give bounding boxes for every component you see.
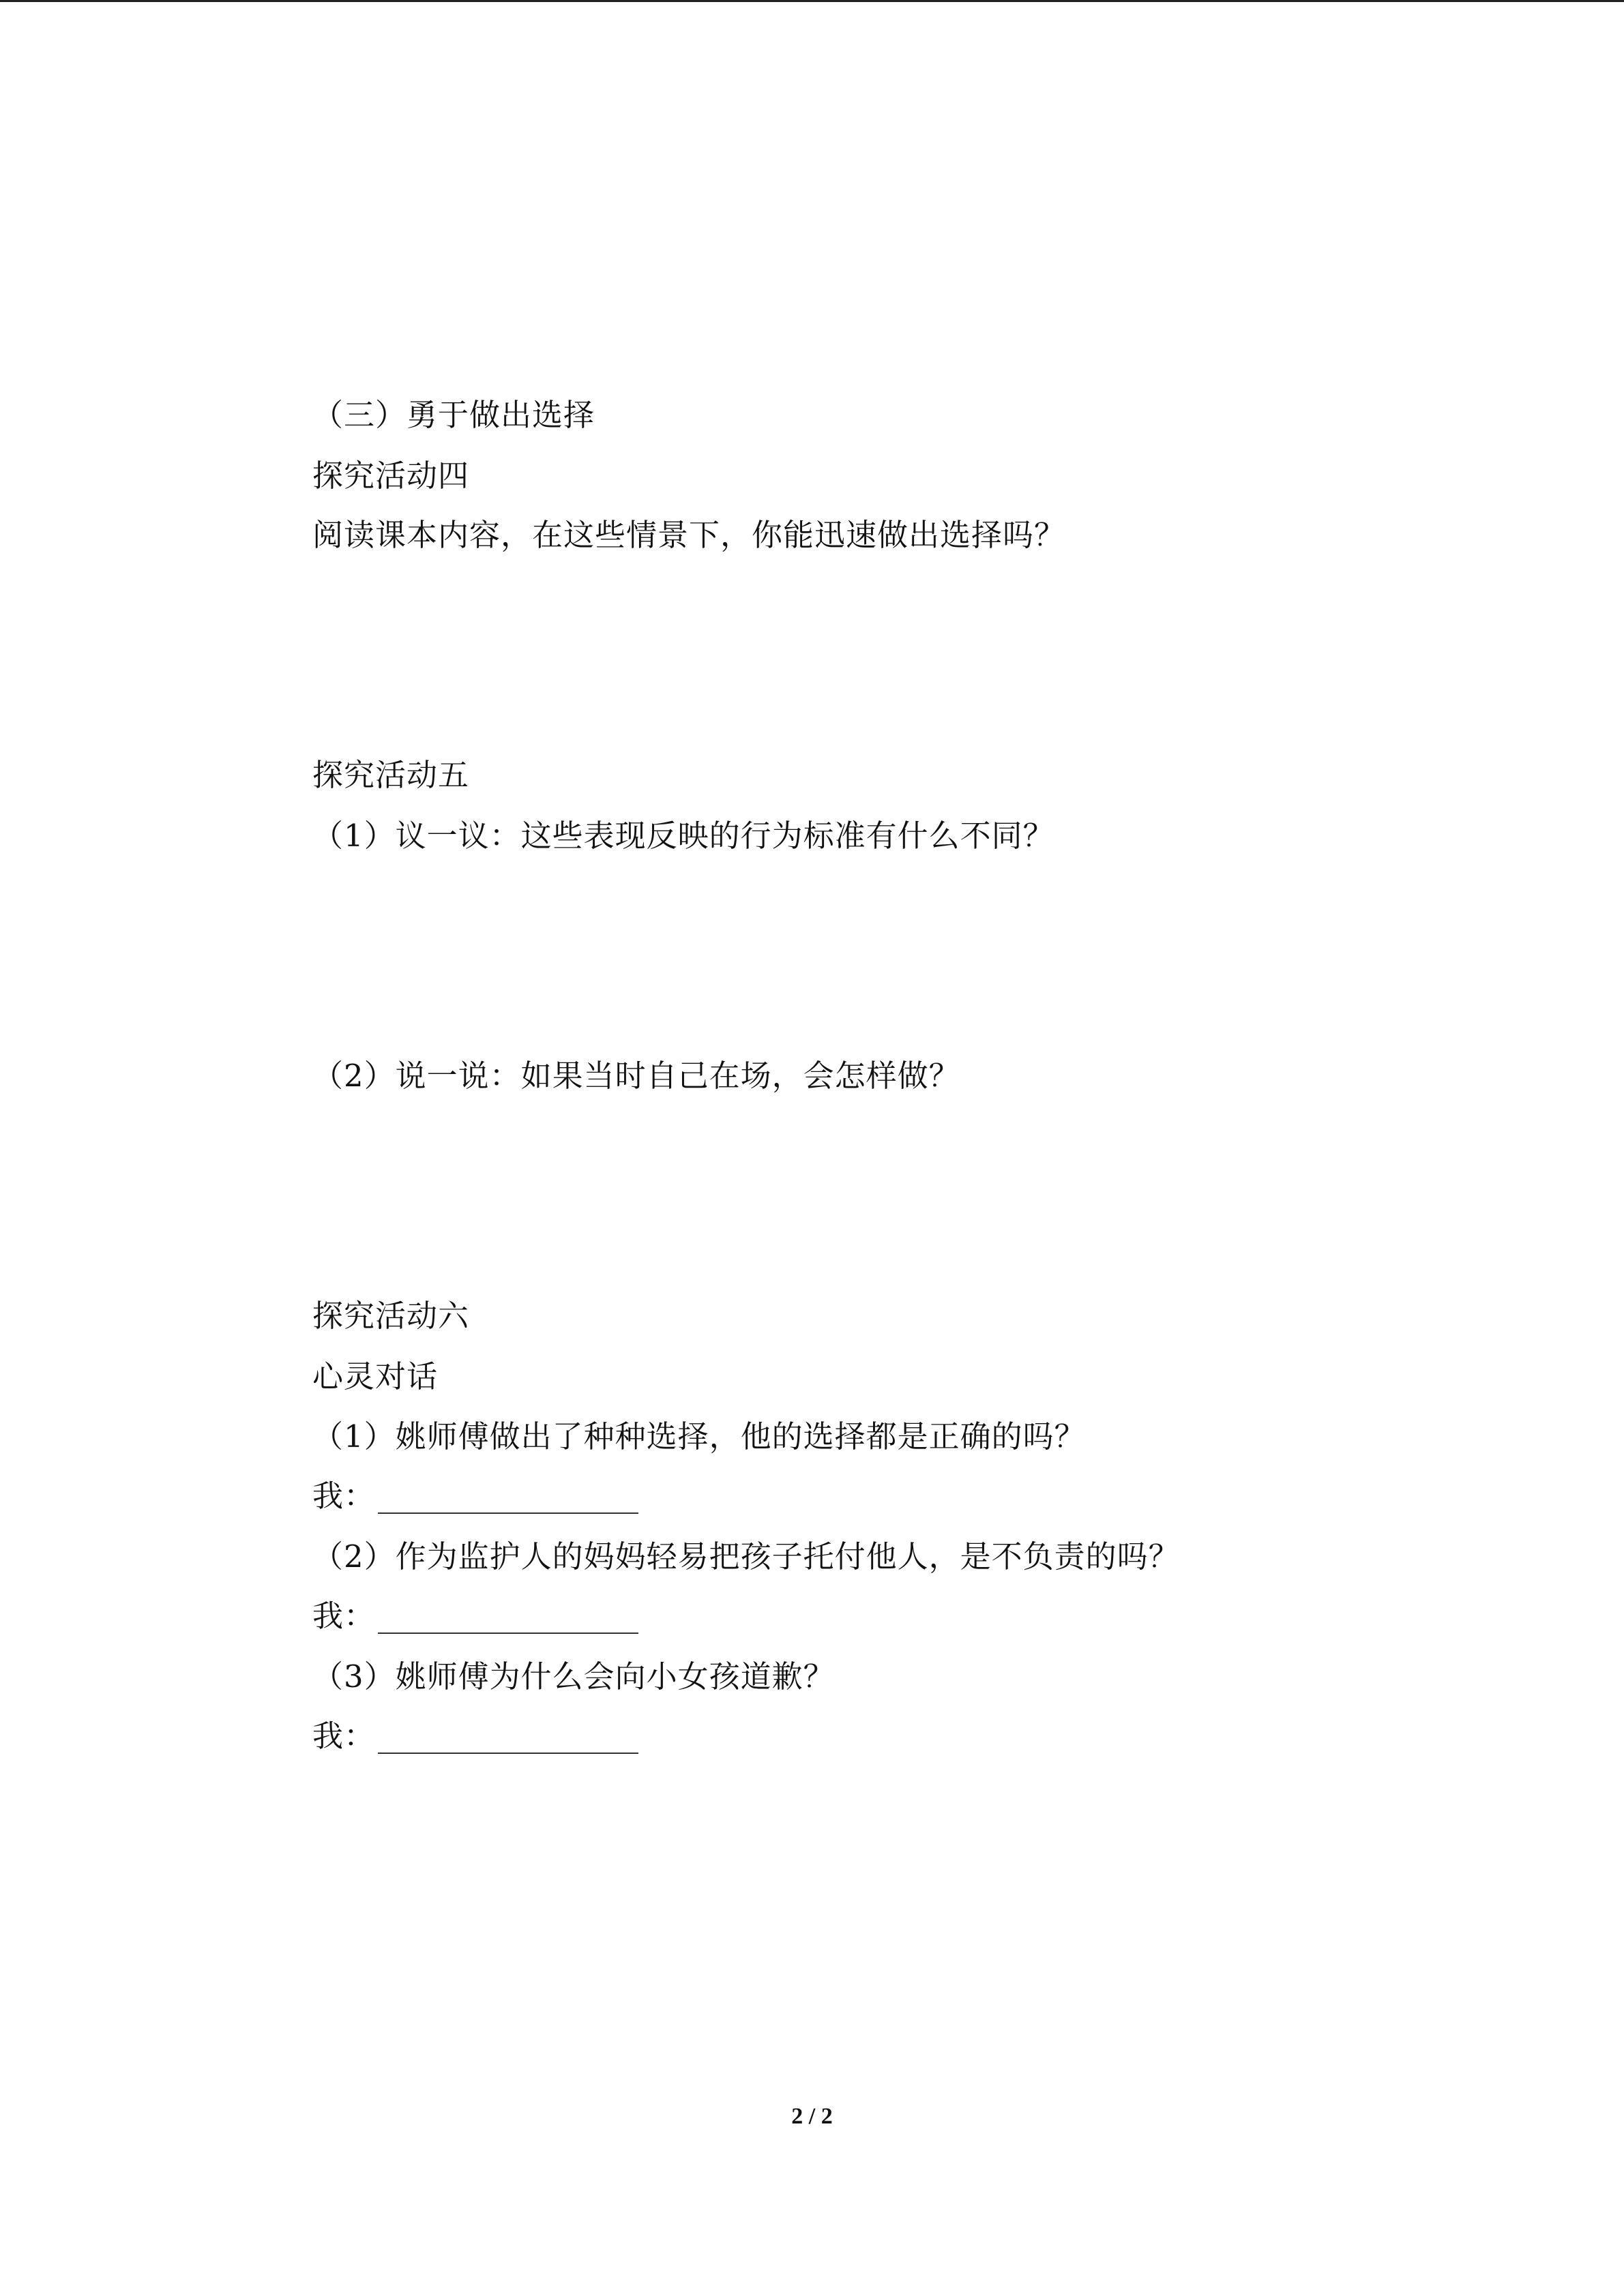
activity5-title: 探究活动五 (312, 757, 470, 793)
answer-row-2 (312, 1596, 638, 1637)
activity5-question-2: （2）说一说：如果当时自己在场，会怎样做？ (312, 1058, 960, 1094)
activity6-title: 探究活动六 (312, 1298, 470, 1334)
page-number: 2 / 2 (791, 2104, 833, 2129)
answer-blank-1[interactable] (378, 1512, 638, 1514)
answer-blank-2[interactable] (378, 1632, 638, 1634)
activity6-question-1: （1）姚师傅做出了种种选择，他的选择都是正确的吗？ (312, 1418, 1086, 1455)
answer-row-3 (312, 1716, 638, 1757)
answer-label: 我： (312, 1598, 376, 1634)
answer-label: 我： (312, 1718, 376, 1754)
activity4-prompt: 阅读课本内容，在这些情景下，你能迅速做出选择吗？ (312, 517, 1066, 553)
answer-blank-3[interactable] (378, 1753, 638, 1754)
answer-label: 我： (312, 1478, 376, 1514)
page-top-border (0, 0, 1624, 2)
activity4-title: 探究活动四 (312, 458, 470, 494)
answer-row-1 (312, 1476, 638, 1517)
activity6-subtitle: 心灵对话 (312, 1358, 439, 1395)
activity5-question-1: （1）议一议：这些表现反映的行为标准有什么不同？ (312, 818, 1054, 854)
activity6-question-2: （2）作为监护人的妈妈轻易把孩子托付他人，是不负责的吗？ (312, 1538, 1180, 1575)
section-heading: （三）勇于做出选择 (312, 397, 595, 433)
activity6-question-3: （3）姚师傅为什么会向小女孩道歉？ (312, 1658, 835, 1695)
